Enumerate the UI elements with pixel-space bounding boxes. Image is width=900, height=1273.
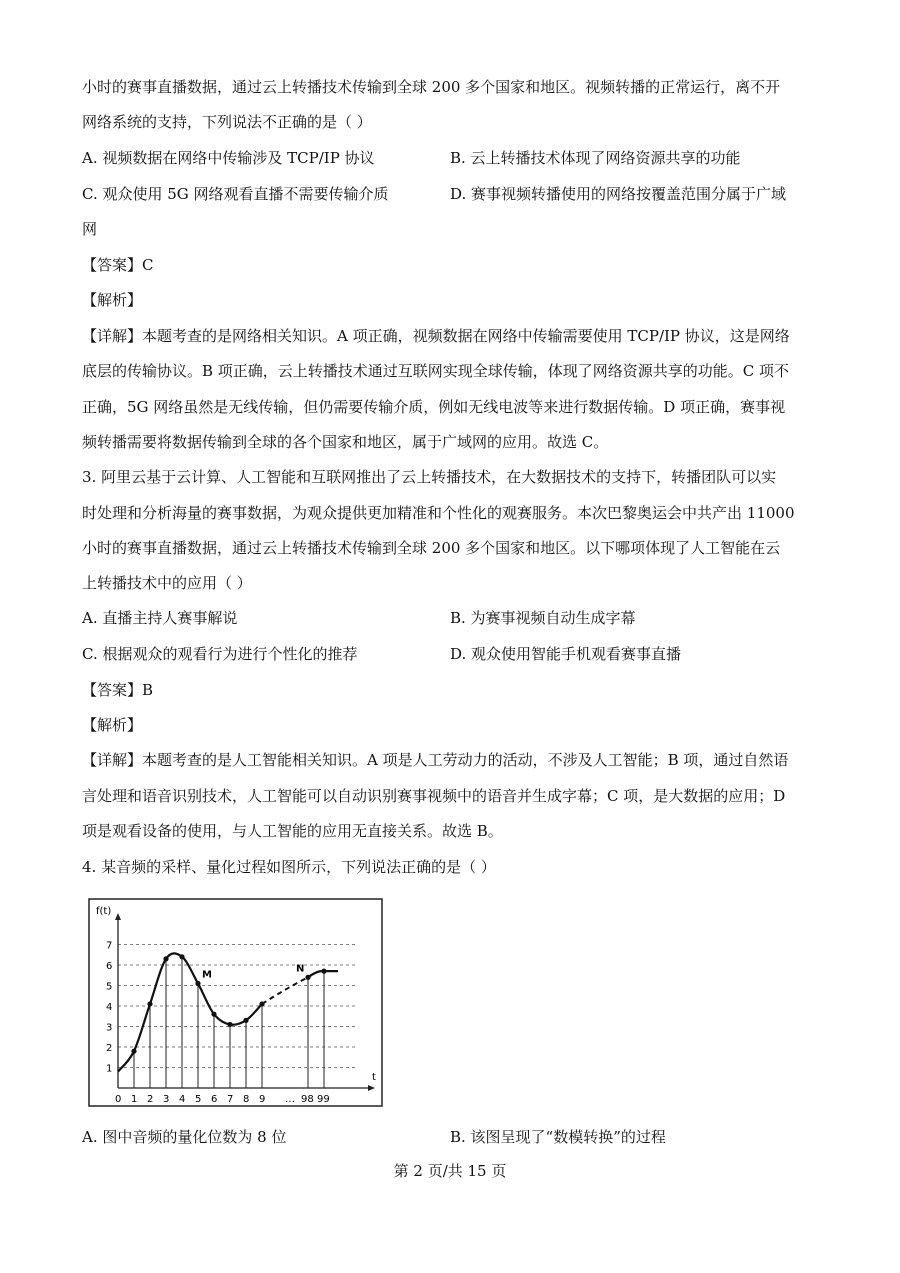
q2-detail-line-2: 底层的传输协议。B 项正确，云上转播技术通过互联网实现全球传输，体现了网络资源共享的功能。C 项不 [82, 362, 790, 380]
q3-stem-line-1: 3. 阿里云基于云计算、人工智能和互联网推出了云上转播技术，在大数据技术的支持下，转播团队可以实 [82, 468, 777, 486]
sample-point-6 [211, 1012, 216, 1017]
y-tick-label-1: 1 [106, 1063, 113, 1075]
y-tick-label-5: 5 [106, 981, 113, 993]
q2-option-d-continuation: 网 [82, 220, 98, 238]
q2-stem-line-2: 网络系统的支持，下列说法不正确的是（ ） [82, 113, 372, 131]
q3-detail-line-3: 项是观看设备的使用，与人工智能的应用无直接关系。故选 B。 [82, 822, 503, 840]
x-tick-label-98: 98 [301, 1094, 314, 1105]
q2-answer: 【答案】C [82, 256, 154, 274]
annotation-M: M [202, 969, 212, 981]
q2-analysis-title: 【解析】 [82, 291, 143, 309]
sample-point-7 [227, 1022, 232, 1027]
sample-point-3 [163, 956, 168, 961]
sample-point-2 [147, 1001, 152, 1006]
sample-point-4 [179, 954, 184, 959]
y-tick-label-3: 3 [106, 1022, 113, 1034]
x-tick-label-7: 7 [227, 1094, 234, 1105]
x-tick-label-99: 99 [317, 1094, 330, 1105]
sample-point-9 [259, 1001, 264, 1006]
q2-stem-line-1: 小时的赛事直播数据，通过云上转播技术传输到全球 200 多个国家和地区。视频转播的正常运行，离不开 [82, 78, 781, 96]
page-footer: 第 2 页/共 15 页 [393, 1162, 507, 1180]
q3-stem-line-2: 时处理和分析海量的赛事数据，为观众提供更加精准和个性化的观赛服务。本次巴黎奥运会中共产出 11000 [82, 504, 795, 522]
x-tick-label-1: 1 [131, 1094, 138, 1105]
q3-detail-line-1: 【详解】本题考查的是人工智能相关知识。A 项是人工劳动力的活动，不涉及人工智能；B 项，通过自然语 [82, 751, 789, 769]
q4-option-a: A. 图中音频的量化位数为 8 位 [82, 1128, 287, 1146]
q3-option-a: A. 直播主持人赛事解说 [82, 609, 238, 627]
sample-point-5 [195, 981, 200, 986]
q2-detail-line-4: 频转播需要将数据传输到全球的各个国家和地区，属于广域网的应用。故选 C。 [82, 433, 609, 451]
sample-point-8 [243, 1018, 248, 1023]
q2-option-d: D. 赛事视频转播使用的网络按覆盖范围分属于广域 [450, 185, 787, 203]
q4-option-b: B. 该图呈现了“数模转换”的过程 [450, 1128, 666, 1146]
x-tick-label-9: 9 [259, 1094, 266, 1105]
q2-detail-line-1: 【详解】本题考查的是网络相关知识。A 项正确，视频数据在网络中传输需要使用 TCP/IP 协议，这是网络 [82, 327, 790, 345]
chart-frame [89, 899, 382, 1106]
q2-option-c: C. 观众使用 5G 网络观看直播不需要传输介质 [82, 185, 389, 203]
x-tick-label-4: 4 [179, 1094, 186, 1105]
q4-stem: 4. 某音频的采样、量化过程如图所示，下列说法正确的是（ ） [82, 858, 496, 876]
q3-option-d: D. 观众使用智能手机观看赛事直播 [450, 645, 682, 663]
y-tick-label-7: 7 [106, 940, 113, 952]
y-tick-label-4: 4 [106, 1002, 113, 1013]
x-tick-label-6: 6 [211, 1094, 218, 1105]
x-tick-label-3: 3 [163, 1094, 170, 1105]
x-tick-label-8: 8 [243, 1094, 250, 1105]
y-tick-label-2: 2 [106, 1043, 113, 1054]
q3-detail-line-2: 言处理和语音识别技术，人工智能可以自动识别赛事视频中的语音并生成字幕；C 项，是大数据的应用；D [82, 787, 786, 805]
sample-point-1 [131, 1049, 136, 1054]
x-tick-label-ellipsis: … [285, 1094, 295, 1105]
annotation-N: N [296, 963, 305, 975]
x-tick-label-0: 0 [115, 1094, 122, 1105]
q3-answer: 【答案】B [82, 681, 154, 699]
x-tick-label-2: 2 [147, 1094, 154, 1105]
y-axis-label: f(t) [96, 906, 112, 917]
x-tick-label-5: 5 [195, 1094, 202, 1105]
q3-option-b: B. 为赛事视频自动生成字幕 [450, 609, 636, 627]
x-axis-label: t [372, 1072, 376, 1083]
q3-stem-line-3: 小时的赛事直播数据，通过云上转播技术传输到全球 200 多个国家和地区。以下哪项体现了人工智能在云 [82, 539, 781, 557]
y-tick-label-6: 6 [106, 961, 113, 972]
q2-option-a: A. 视频数据在网络中传输涉及 TCP/IP 协议 [82, 149, 375, 167]
q2-option-b: B. 云上转播技术体现了网络资源共享的功能 [450, 149, 741, 167]
q2-detail-line-3: 正确，5G 网络虽然是无线传输，但仍需要传输介质，例如无线电波等来进行数据传输。D 项正确，赛事视 [82, 398, 786, 416]
q3-option-c: C. 根据观众的观看行为进行个性化的推荐 [82, 645, 358, 663]
q3-stem-line-4: 上转播技术中的应用（ ） [82, 574, 252, 592]
q3-analysis-title: 【解析】 [82, 716, 143, 734]
sampling-quantization-chart [88, 898, 384, 1108]
